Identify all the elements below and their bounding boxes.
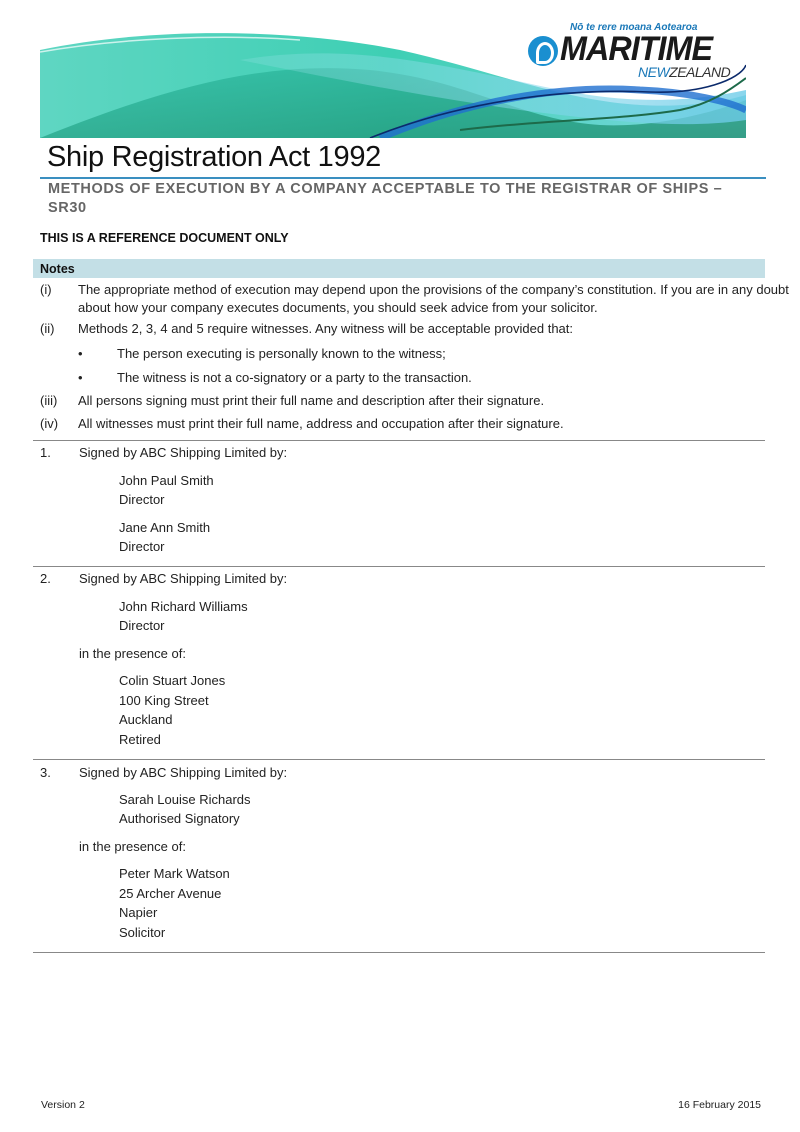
signatory-name: John Paul Smith <box>119 473 214 488</box>
witness-address: 25 Archer Avenue <box>119 886 222 901</box>
logo-tagline: Nō te rere moana Aotearoa <box>570 22 698 33</box>
logo-wordmark: MARITIME <box>560 30 713 68</box>
signatory-role: Director <box>119 539 165 554</box>
bullet-text: The person executing is personally known to the witness; <box>117 346 446 361</box>
witness-city: Auckland <box>119 712 173 727</box>
note-text: Methods 2, 3, 4 and 5 require witnesses. Any witness will be acceptable provided that: <box>78 321 574 336</box>
footer-date: 16 February 2015 <box>678 1099 761 1111</box>
document-subtitle: METHODS OF EXECUTION BY A COMPANY ACCEPTABLE TO THE REGISTRAR OF SHIPS – SR30 <box>48 181 723 216</box>
title-divider <box>40 177 766 179</box>
seahorse-emblem-icon <box>528 36 558 66</box>
witness-city: Napier <box>119 905 158 920</box>
footer-version: Version 2 <box>41 1099 85 1111</box>
witness-address: 100 King Street <box>119 693 209 708</box>
note-number: (iv) <box>40 416 59 431</box>
witness-occupation: Retired <box>119 732 161 747</box>
bullet-text: The witness is not a co-signatory or a party to the transaction. <box>117 370 472 385</box>
note-number: (ii) <box>40 321 55 336</box>
signatory-role: Director <box>119 618 165 633</box>
signatory-name: John Richard Williams <box>119 599 248 614</box>
note-text: All persons signing must print their full name and description after their signature. <box>78 393 545 408</box>
section-divider <box>33 566 765 567</box>
presence-label: in the presence of: <box>79 646 186 661</box>
method-number: 3. <box>40 765 51 780</box>
presence-label: in the presence of: <box>79 839 186 854</box>
note-number: (iii) <box>40 393 58 408</box>
notes-heading: Notes <box>33 259 765 278</box>
note-number: (i) <box>40 282 52 297</box>
section-divider <box>33 440 765 441</box>
method-heading: Signed by ABC Shipping Limited by: <box>79 445 288 460</box>
method-heading: Signed by ABC Shipping Limited by: <box>79 765 288 780</box>
witness-name: Peter Mark Watson <box>119 866 230 881</box>
witness-name: Colin Stuart Jones <box>119 673 226 688</box>
section-divider <box>33 952 765 953</box>
document-title: Ship Registration Act 1992 <box>47 141 381 173</box>
method-heading: Signed by ABC Shipping Limited by: <box>79 571 288 586</box>
reference-note: THIS IS A REFERENCE DOCUMENT ONLY <box>40 231 289 245</box>
signatory-name: Sarah Louise Richards <box>119 792 251 807</box>
witness-occupation: Solicitor <box>119 925 166 940</box>
note-text: All witnesses must print their full name, address and occupation after their signature. <box>78 416 564 431</box>
signatory-name: Jane Ann Smith <box>119 520 211 535</box>
bullet-icon: • <box>78 346 83 361</box>
section-divider <box>33 759 765 760</box>
signatory-role: Authorised Signatory <box>119 811 240 826</box>
logo-sub-rest: ZEALAND <box>669 64 731 80</box>
logo-sub-new: NEW <box>638 64 670 80</box>
maritime-nz-logo <box>528 22 748 82</box>
method-number: 2. <box>40 571 51 586</box>
bullet-icon: • <box>78 370 83 385</box>
logo-subtitle <box>638 64 730 80</box>
method-number: 1. <box>40 445 51 460</box>
signatory-role: Director <box>119 492 165 507</box>
note-text: The appropriate method of execution may depend upon the provisions of the company’s constitution. If you are in any doubt about how your company executes documents, you should seek advice from your solicitor. <box>78 282 789 315</box>
